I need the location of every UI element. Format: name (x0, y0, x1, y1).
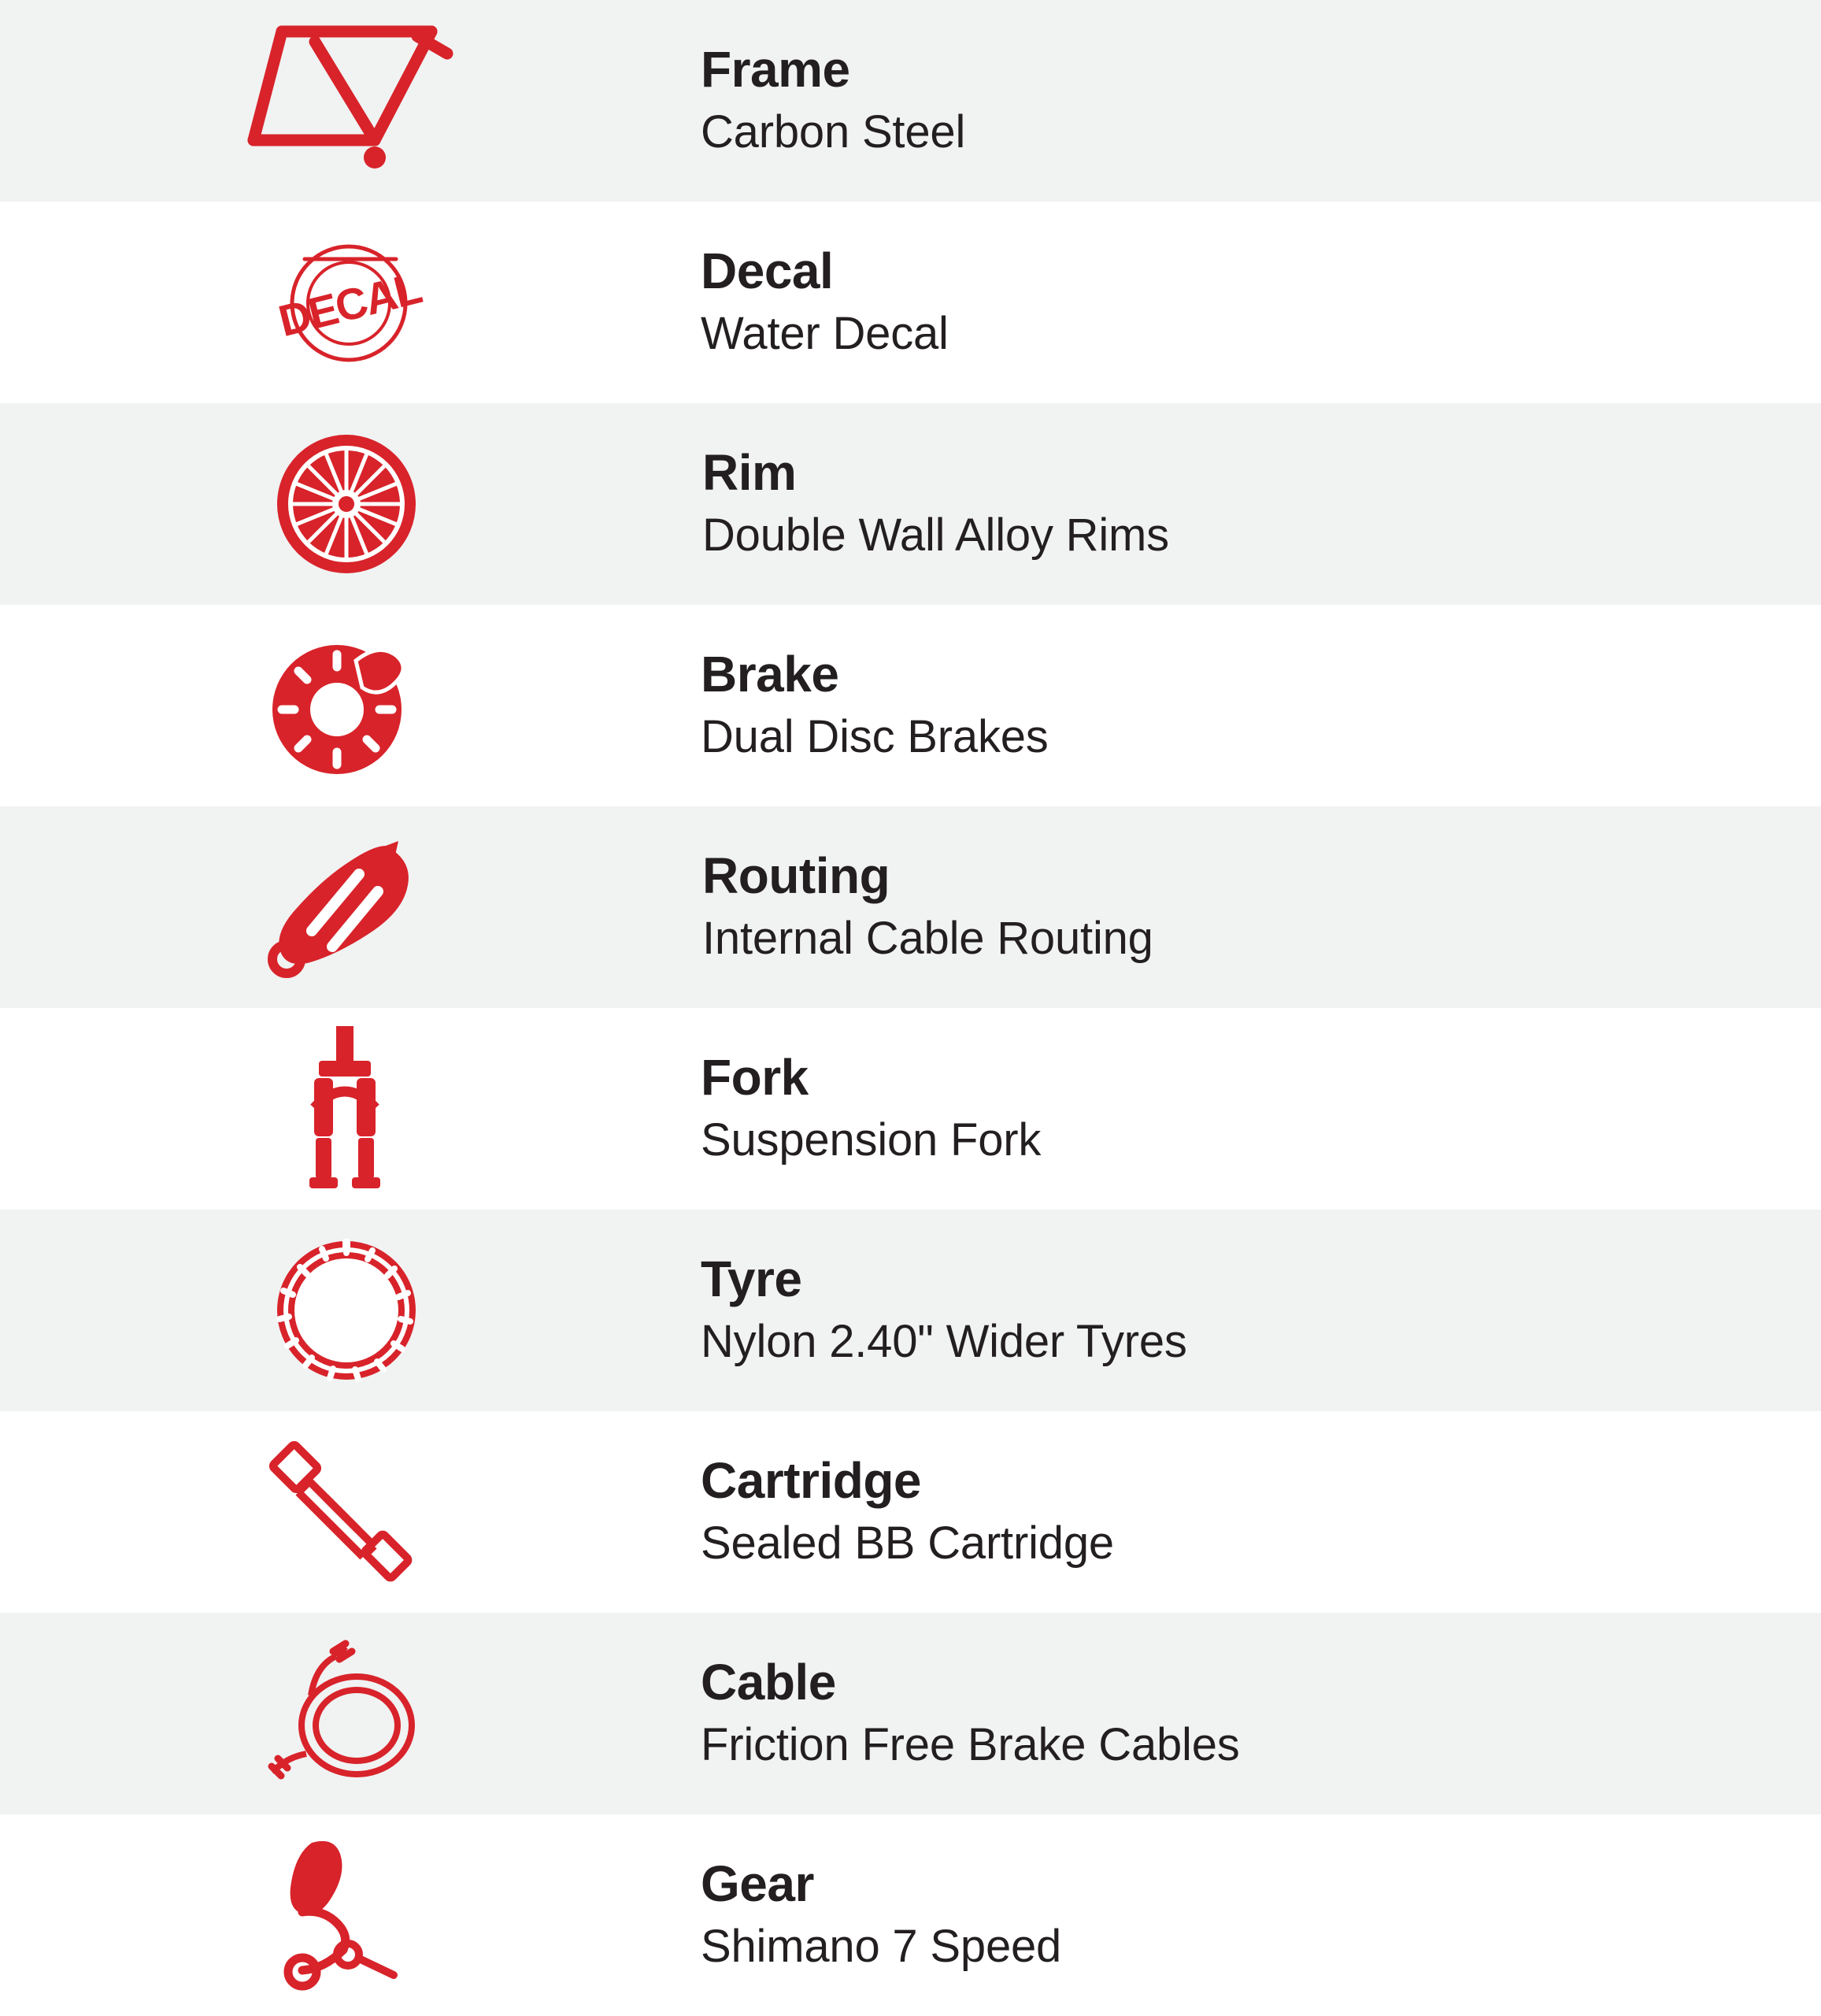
spec-title: Tyre (701, 1251, 802, 1308)
spec-desc: Nylon 2.40" Wider Tyres (701, 1316, 1187, 1368)
decal-sticker-icon (0, 202, 693, 403)
spec-title: Rim (702, 444, 797, 502)
bb-cartridge-icon (0, 1411, 693, 1613)
spec-text (693, 1251, 1821, 1369)
spec-title: Frame (701, 41, 850, 98)
gear-derailleur-icon (0, 1814, 693, 2016)
spec-desc: Carbon Steel (701, 106, 966, 158)
spec-row (0, 806, 1821, 1008)
spec-desc: Sealed BB Cartridge (701, 1518, 1114, 1569)
spec-title: Decal (701, 243, 834, 300)
spec-text (693, 1453, 1821, 1570)
spec-text (693, 848, 1821, 965)
spec-desc: Internal Cable Routing (702, 913, 1153, 965)
spec-row (0, 0, 1821, 202)
spec-text (693, 647, 1821, 764)
spec-row (0, 605, 1821, 806)
spec-title: Routing (702, 847, 890, 905)
spec-desc: Double Wall Alloy Rims (702, 510, 1169, 561)
spec-row (0, 1814, 1821, 2016)
spec-text (693, 1050, 1821, 1167)
spec-text (693, 445, 1821, 562)
spec-desc: Friction Free Brake Cables (701, 1719, 1240, 1771)
spec-desc: Suspension Fork (701, 1114, 1042, 1166)
wheel-rim-icon (0, 403, 693, 605)
spec-desc: Dual Disc Brakes (701, 711, 1049, 763)
spec-row (0, 1613, 1821, 1814)
spec-text (693, 1856, 1821, 1973)
spec-desc: Water Decal (701, 308, 949, 360)
spec-desc: Shimano 7 Speed (701, 1921, 1062, 1973)
spec-row (0, 1008, 1821, 1210)
spec-title: Brake (701, 646, 839, 703)
spec-text (693, 243, 1821, 361)
brake-cable-icon (0, 1613, 693, 1814)
spec-row (0, 1411, 1821, 1613)
spec-text (693, 42, 1821, 159)
spec-row (0, 403, 1821, 605)
spec-title: Cable (701, 1654, 836, 1711)
spec-title: Gear (701, 1855, 814, 1913)
cable-routing-icon (0, 806, 693, 1008)
spec-text (693, 1655, 1821, 1772)
tyre-icon (0, 1210, 693, 1411)
disc-brake-icon (0, 605, 693, 806)
suspension-fork-icon (0, 1008, 693, 1210)
spec-title: Fork (701, 1049, 809, 1106)
spec-title: Cartridge (701, 1452, 921, 1510)
svg-text:DECAL: DECAL (273, 262, 426, 346)
spec-row (0, 202, 1821, 403)
bicycle-frame-icon (0, 0, 693, 202)
spec-row (0, 1210, 1821, 1411)
